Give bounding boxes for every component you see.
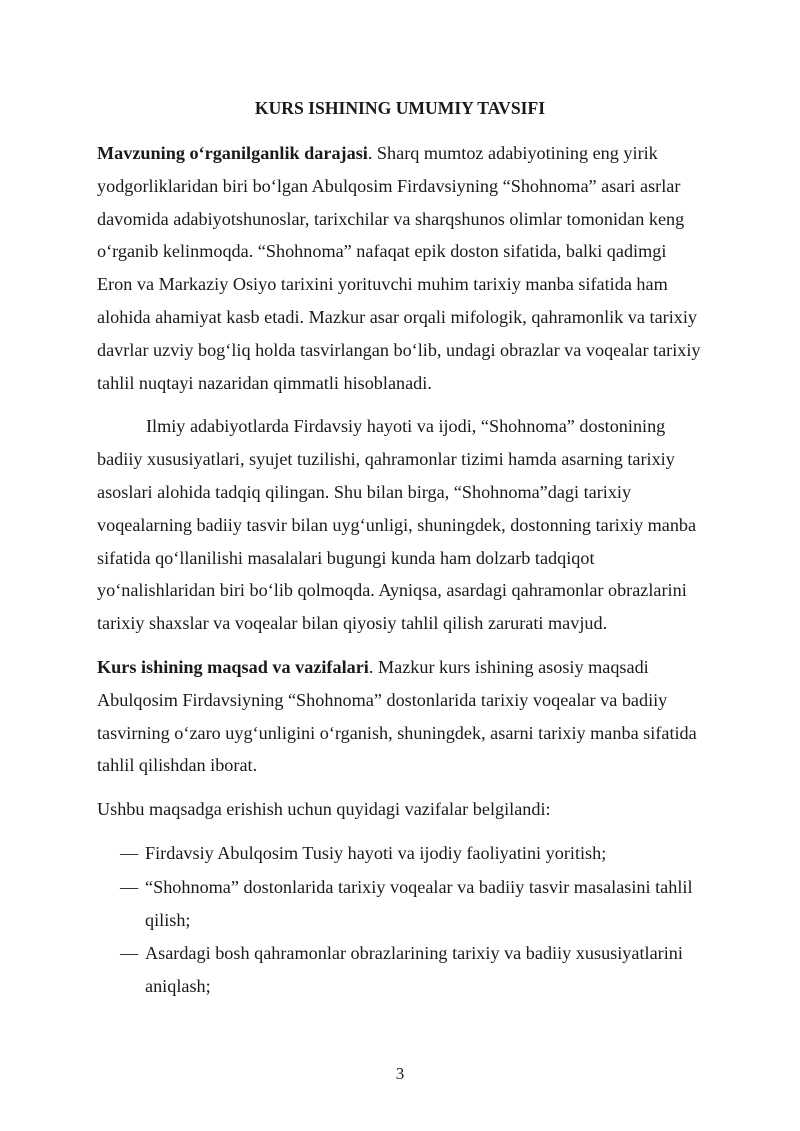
paragraph-lead-study-level: Mavzuning o‘rganilganlik darajasi bbox=[97, 143, 368, 163]
paragraph-lead-goals-tasks: Kurs ishining maqsad va vazifalari bbox=[97, 656, 369, 677]
tasks-intro: Ushbu maqsadga erishish uchun quyidagi vazifalar belgilandi: bbox=[97, 799, 551, 820]
task-text: “Shohnoma” dostonlarida tarixiy voqealar va badiiy tasvir masalasini tahlil qilish; bbox=[145, 876, 693, 930]
task-item bbox=[97, 837, 703, 870]
page-body bbox=[97, 93, 703, 1004]
dash-bullet: — bbox=[120, 943, 139, 964]
task-list bbox=[97, 837, 703, 1003]
paragraph-text-goals-tasks: . Mazkur kurs ishining asosiy maqsadi Abulqosim Firdavsiyning “Shohnoma” dostonlarida tarixiy voqealar va badiiy tasvirning o‘zaro uyg‘unligini o‘rganish, shuningdek, asarni tarixiy manba sifatida tahlil qilishdan iborat. bbox=[97, 656, 697, 776]
paragraph-study-level bbox=[97, 137, 703, 399]
paragraph-scientific-literature: Ilmiy adabiyotlarda Firdavsiy hayoti va ijodi, “Shohnoma” dostonining badiiy xususiyatlari, syujet tuzilishi, qahramonlar tizimi hamda asarning tarixiy asoslari alohida tadqiq qilingan. Shu bilan birga, “Shohnoma”dagi tarixiy voqealarning badiiy tasvir bilan uyg‘unligi, shuningdek, dostonning tarixiy manba sifatida qo‘llanilishi masalalari bugungi kunda ham dolzarb tadqiqot yo‘nalishlaridan biri bo‘lib qolmoqda. Ayniqsa, asardagi qahramonlar obrazlarini tarixiy shaxslar va voqealar bilan qiyosiy tahlil qilish zarurati mavjud. bbox=[97, 416, 697, 634]
page-number: 3 bbox=[395, 1064, 405, 1083]
paragraph-text-study-level: . Sharq mumtoz adabiyotining eng yirik yodgorliklaridan biri bo‘lgan Abulqosim Firdavsiyning “Shohnoma” asari asrlar davomida adabiyotshunoslar, tarixchilar va sharqshunos olimlar tomonidan keng o‘rganib kelinmoqda. “Shohnoma” nafaqat epik doston sifatida, balki qadimgi Eron va Markaziy Osiyo tarixini yorituvchi muhim tarixiy manba sifatida ham alohida ahamiyat kasb etadi. Mazkur asar orqali mifologik, qahramonlik va tarixiy davrlar uzviy bog‘liq holda tasvirlangan bo‘lib, undagi obrazlar va voqealar tarixiy tahlil nuqtayi nazaridan qimmatli hisoblanadi. bbox=[97, 143, 701, 393]
dash-bullet: — bbox=[120, 842, 139, 863]
paragraph-goals-tasks bbox=[97, 651, 703, 782]
task-item bbox=[97, 937, 703, 1003]
dash-bullet: — bbox=[120, 876, 139, 897]
task-text: Asardagi bosh qahramonlar obrazlarining tarixiy va badiiy xususiyatlarini aniqlash; bbox=[145, 943, 683, 997]
page-heading: KURS ISHINING UMUMIY TAVSIFI bbox=[254, 98, 546, 118]
task-item bbox=[97, 871, 703, 937]
task-text: Firdavsiy Abulqosim Tusiy hayoti va ijodiy faoliyatini yoritish; bbox=[145, 842, 607, 863]
